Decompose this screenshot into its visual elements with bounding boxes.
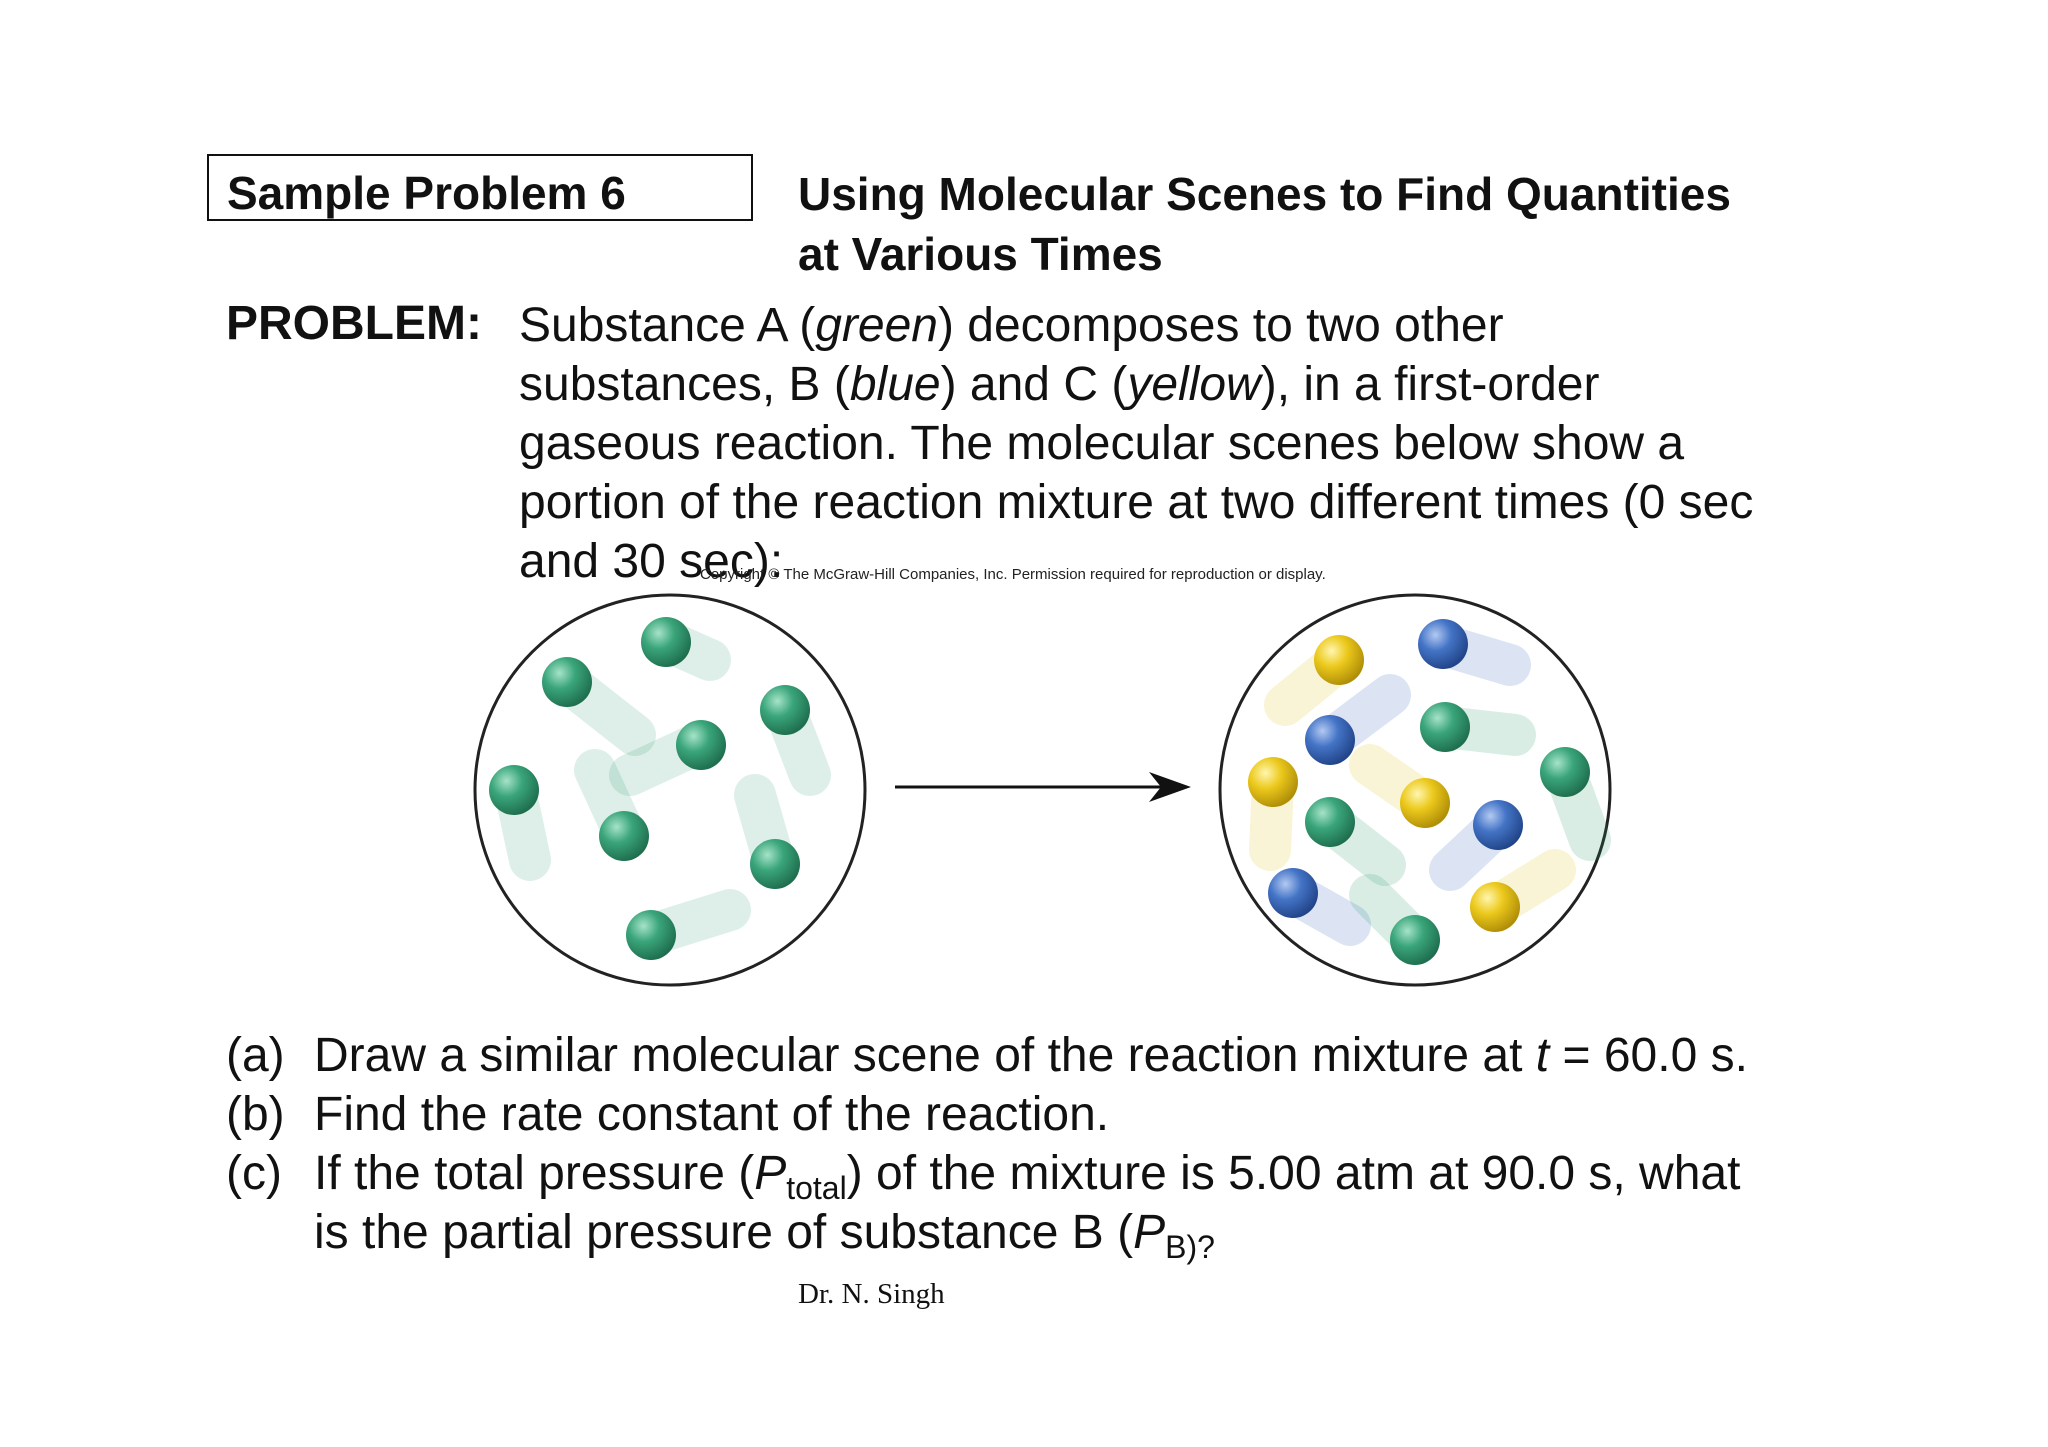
molecule-a xyxy=(626,910,676,960)
molecule-a xyxy=(641,617,691,667)
problem-line-4: portion of the reaction mixture at two different times (0 sec xyxy=(519,476,1754,529)
scene-30s xyxy=(1220,595,1610,985)
molecule-c xyxy=(1400,778,1450,828)
molecule-b xyxy=(1418,619,1468,669)
molecule-a xyxy=(1420,702,1470,752)
molecule-c xyxy=(1470,882,1520,932)
question-c-text-line-2: is the partial pressure of substance B ($P_{B)?}$ xyxy=(314,1206,1215,1265)
question-a xyxy=(226,1026,1986,1085)
question-b xyxy=(226,1085,1986,1144)
question-b-text: Find the rate constant of the reaction. xyxy=(314,1088,1110,1141)
molecule-a xyxy=(1540,747,1590,797)
molecule-a xyxy=(599,811,649,861)
molecule-b xyxy=(1268,868,1318,918)
copyright-notice: Copyright © The McGraw-Hill Companies, Inc. Permission required for reproduction or display. xyxy=(700,566,1326,583)
question-a-text: Draw a similar molecular scene of the reaction mixture at t = 60.0 s. xyxy=(314,1029,1748,1082)
question-c xyxy=(226,1144,1986,1206)
molecule-a xyxy=(1390,915,1440,965)
molecule-c xyxy=(1248,757,1298,807)
title-line-2: at Various Times xyxy=(798,228,1163,280)
title-line-1: Using Molecular Scenes to Find Quantities xyxy=(798,168,1731,220)
author-signature: Dr. N. Singh xyxy=(798,1278,945,1310)
molecule-a xyxy=(542,657,592,707)
molecular-scenes-figure xyxy=(455,585,1635,1000)
question-c-continued xyxy=(226,1203,1986,1265)
molecule-c xyxy=(1314,635,1364,685)
page-title xyxy=(798,164,1958,284)
molecule-a xyxy=(676,720,726,770)
question-a-label: (a) xyxy=(226,1029,285,1082)
molecule-a xyxy=(489,765,539,815)
problem-statement xyxy=(519,296,1899,591)
molecule-b xyxy=(1305,715,1355,765)
question-c-label: (c) xyxy=(226,1147,282,1200)
question-c-text: If the total pressure $(P_{total})$ of the mixture is 5.00 atm at 90.0 s, what xyxy=(314,1147,1741,1206)
molecule-a xyxy=(760,685,810,735)
molecule-b xyxy=(1473,800,1523,850)
molecule-a xyxy=(1305,797,1355,847)
problem-label: PROBLEM: xyxy=(226,297,482,350)
problem-line-3: gaseous reaction. The molecular scenes below show a xyxy=(519,417,1685,470)
sample-problem-label: Sample Problem 6 xyxy=(227,167,626,219)
question-b-label: (b) xyxy=(226,1088,285,1141)
problem-line-5: and 30 sec): xyxy=(519,535,784,588)
question-list xyxy=(226,1026,1986,1265)
problem-line-2: substances, B (blue) and C (yellow), in a first-order xyxy=(519,358,1600,411)
sample-problem-box xyxy=(207,154,753,221)
problem-line-1: Substance A (green) decomposes to two other xyxy=(519,299,1504,352)
molecule-a xyxy=(750,839,800,889)
scene-0s xyxy=(475,595,865,985)
